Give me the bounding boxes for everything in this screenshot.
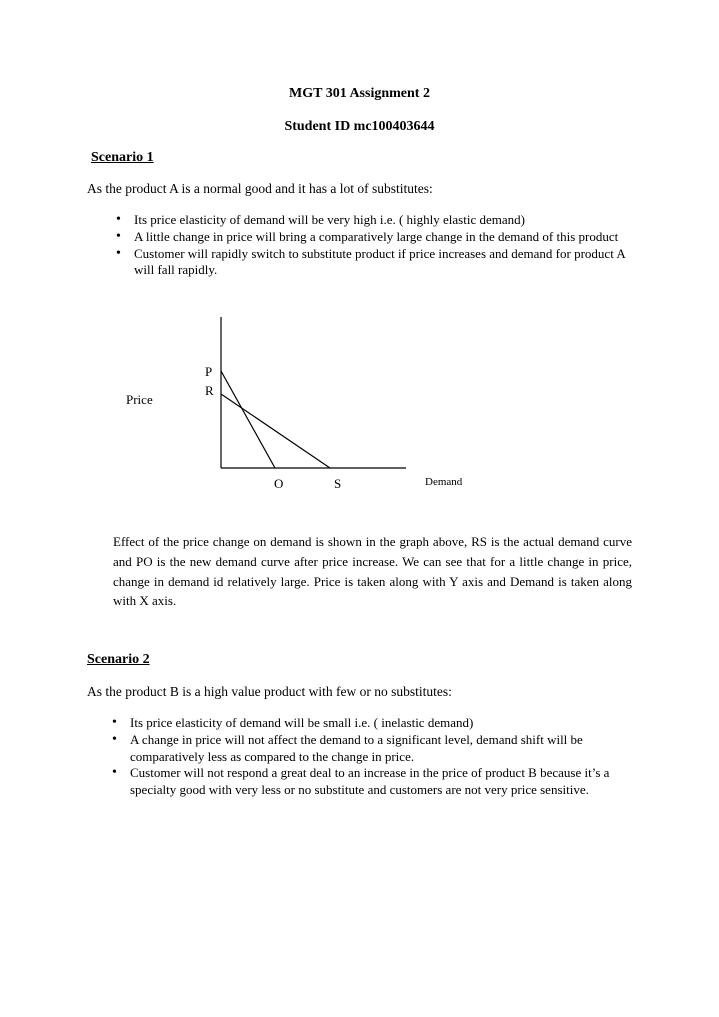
scenario-1-heading: Scenario 1 xyxy=(91,150,154,165)
list-item: • A little change in price will bring a comparatively large change in the demand of this product xyxy=(116,229,636,246)
document-title: MGT 301 Assignment 2 xyxy=(289,86,430,101)
x-axis-label: Demand xyxy=(425,476,463,488)
scenario-2-heading: Scenario 2 xyxy=(87,652,150,667)
scenario-1-bullet-list xyxy=(116,212,636,279)
list-item: • A change in price will not affect the demand to a significant level, demand shift will be comparatively less as compared to the change in price. xyxy=(112,732,618,766)
point-p-label: P xyxy=(205,364,213,379)
point-o-label: O xyxy=(274,476,284,491)
list-item: • Customer will not respond a great deal to an increase in the price of product B because it’s a specialty good with very less or no substitute and customers are not very price sensitive. xyxy=(112,765,618,799)
point-r-label: R xyxy=(205,383,214,398)
scenario-2-bullet-list xyxy=(112,715,618,799)
point-s-label: S xyxy=(334,476,342,491)
list-item: • Its price elasticity of demand will be small i.e. ( inelastic demand) xyxy=(112,715,618,732)
scenario-1-intro: As the product A is a normal good and it has a lot of substitutes: xyxy=(87,181,433,196)
list-item: • Its price elasticity of demand will be very high i.e. ( highly elastic demand) xyxy=(116,212,636,229)
scenario-2-intro: As the product B is a high value product with few or no substitutes: xyxy=(87,684,452,699)
scenario-1-explanation: Effect of the price change on demand is shown in the graph above, RS is the actual demand curve and PO is the new demand curve after price increase. We can see that for a little change in price, change in demand id relatively large. Price is taken along with Y axis and Demand is taken along with X axis. xyxy=(113,534,632,609)
y-axis-label: Price xyxy=(126,392,153,407)
list-item: • Customer will rapidly switch to substitute product if price increases and demand for product A will fall rapidly. xyxy=(116,246,636,280)
po-demand-curve xyxy=(221,371,275,468)
demand-graph xyxy=(0,300,719,500)
rs-demand-curve xyxy=(221,394,330,468)
student-id: Student ID mc100403644 xyxy=(284,119,435,134)
